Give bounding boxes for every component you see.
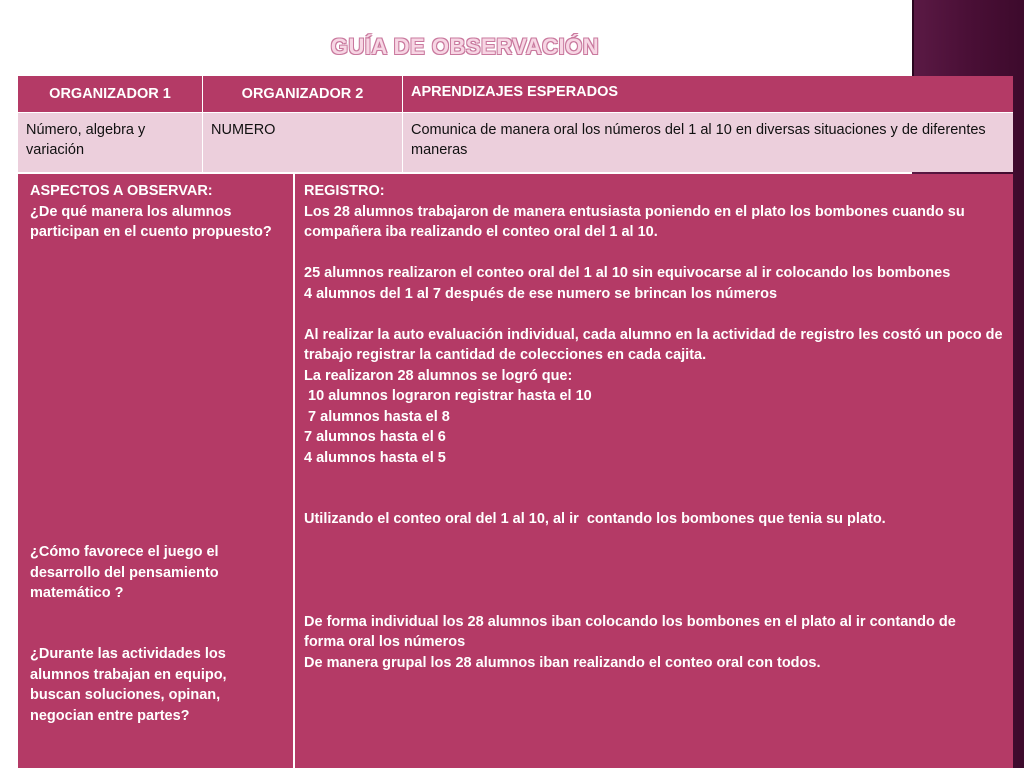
cell-organizador-1: Número, algebra y variación	[18, 113, 203, 173]
observation-table	[18, 76, 1014, 768]
header-organizador-1: ORGANIZADOR 1	[18, 76, 203, 112]
aspectos-question-3: ¿Durante las actividades los alumnos trabajan en equipo, buscan soluciones, opinan, negocian entre partes?	[30, 646, 227, 724]
aspectos-question-2: ¿Cómo favorece el juego el desarrollo del pensamiento matemático ?	[30, 544, 219, 601]
table-row	[18, 112, 1013, 172]
observation-body	[18, 174, 1013, 768]
registro-text: 4 alumnos hasta el 5	[304, 449, 446, 466]
column-divider	[293, 174, 295, 768]
table-header-row	[18, 76, 1013, 112]
registro-text: 7 alumnos hasta el 6	[304, 429, 446, 445]
aspectos-block	[30, 181, 285, 243]
registro-text: De forma individual los 28 alumnos iban colocando los bombones en el plato al ir contando de forma oral los números	[304, 613, 964, 650]
registro-text: 25 alumnos realizaron el conteo oral del 1 al 10 sin equivocarse al ir colocando los bombones	[304, 265, 951, 281]
registro-heading: REGISTRO:	[304, 183, 385, 199]
page-title: GUÍA DE OBSERVACIÓN	[330, 34, 600, 59]
cell-aprendizajes: Comunica de manera oral los números del 1 al 10 en diversas situaciones y de diferentes maneras	[411, 122, 986, 158]
cell-organizador-2: NUMERO	[203, 113, 403, 173]
header-organizador-2: ORGANIZADOR 2	[203, 76, 403, 112]
registro-text: La realizaron 28 alumnos se logró que:	[304, 367, 573, 384]
registro-text: Al realizar la auto evaluación individual, cada alumno en la actividad de registro les costó un poco de trabajo registrar la cantidad de colecciones en cada cajita.	[304, 326, 1007, 363]
aspectos-heading: ASPECTOS A OBSERVAR:	[30, 183, 213, 199]
aspectos-question-1: ¿De qué manera los alumnos participan en el cuento propuesto?	[30, 203, 272, 240]
registro-block	[304, 181, 1007, 673]
header-aprendizajes: APRENDIZAJES ESPERADOS	[411, 84, 619, 100]
registro-text: 10 alumnos lograron registrar hasta el 10	[304, 388, 592, 404]
registro-text: Los 28 alumnos trabajaron de manera entusiasta poniendo en el plato los bombones cuando su compañera iba realizando el conteo oral del 1 al 10.	[304, 203, 969, 240]
registro-text: 4 alumnos del 1 al 7 después de ese numero se brincan los números	[304, 285, 778, 302]
registro-text: 7 alumnos hasta el 8	[304, 408, 450, 425]
registro-text: Utilizando el conteo oral del 1 al 10, al ir contando los bombones que tenia su plato.	[304, 511, 886, 527]
registro-text: De manera grupal los 28 alumnos iban realizando el conteo oral con todos.	[304, 654, 821, 671]
